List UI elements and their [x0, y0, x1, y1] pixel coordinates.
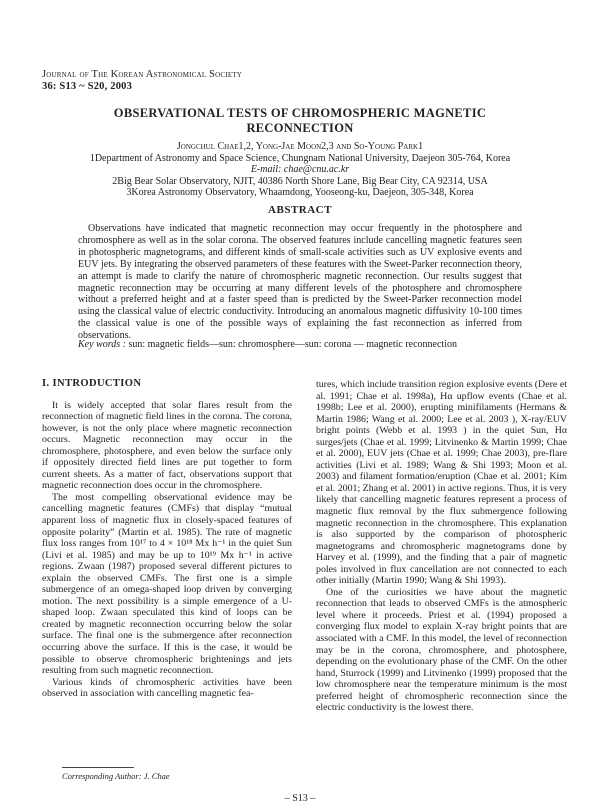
- journal-header: [42, 69, 242, 93]
- paragraph: Various kinds of chromospheric activities have been observed in association with cancelling magnetic fea-: [42, 676, 292, 700]
- journal-volume: 36: S13 ~ S20, 2003: [42, 81, 133, 92]
- page-number: – S13 –: [284, 793, 316, 804]
- journal-name: Journal of The Korean Astronomical Society: [42, 69, 243, 80]
- keywords-list: sun: magnetic fields—sun: chromosphere—sun: corona — magnetic reconnection: [128, 339, 457, 350]
- paragraph: tures, which include transition region explosive events (Dere et al. 1991; Chae et al. 1998a), Hα upflow events (Chae et al. 1998b; Lee et al. 2000), erupting minifilaments (Hermans & Martin 1986; Wang et al. 2000; Lee et al. 2003 ), X-ray/EUV bright points (Webb et al. 1993 ) in the quiet Sun, Hα surges/jets (Chae et al. 1999; Litvinenko & Martin 1999; Chae et al. 2000), EUV jets (Chae et al. 1999; Chae 2003), pre-flare activities (Livi et al. 1989; Wang & Shi 1993; Moon et al. 2003) and filament formation/eruption (Chae et al. 2001; Kim et al. 2001; Zhang et al. 2001) in active regions. Thus, it is very likely that cancelling magnetic features represent a process of magnetic flux removal by the flux submergence following magnetic reconnection in the chromosphere. This explanation is also supported by the comparison of photospheric magnetograms and chromospheric magnetograms done by Harvey et al. (1999), and the finding that a pair of magnetic poles involved in flux cancellation are not connected to each other initially (Martin 1990; Wang & Shi 1993).: [316, 379, 567, 587]
- author-email: E-mail: chae@cnu.ac.kr: [250, 164, 350, 175]
- footnote: Corresponding Author: J. Chae: [62, 771, 170, 781]
- left-column: [42, 378, 292, 700]
- affiliation-3: 3Korea Astronomy Observatory, Whaamdong, Yooseong-ku, Daejeon, 305-348, Korea: [126, 187, 474, 198]
- keywords: [78, 339, 522, 351]
- author-block: [40, 141, 560, 199]
- paragraph: One of the curiosities we have about the magnetic reconnection that leads to observed CMFs is the atmospheric level where it proceeds. Priest et al. (1994) proposed a converging flux model to explain X-ray bright points that are associated with a CMF. In this model, the level of reconnection may be in the corona, chromosphere, and photosphere, depending on the evolutionary phase of the CMF. On the other hand, Sturrock (1999) and Litvinenko (1999) proposed that the low chromosphere near the temperature minimum is the most preferred height of chromospheric reconnection since the electric conductivity is the lowest there.: [316, 586, 567, 714]
- footnote-rule: [62, 767, 134, 768]
- keywords-label: Key words :: [78, 339, 126, 350]
- abstract-heading: ABSTRACT: [268, 204, 332, 216]
- paragraph: It is widely accepted that solar flares result from the reconnection of magnetic field lines in the corona. The corona, however, is not the only place where magnetic reconnection occurs. Magnetic reconnection may occur in the chromosphere, photosphere, and even below the surface only if oppositely directed field lines are put together to form current sheets. As a matter of fact, observations support that magnetic reconnection does occur in the chromosphere.: [42, 399, 292, 492]
- affiliation-1: 1Department of Astronomy and Space Science, Chungnam National University, Daejeon 305-764, Korea: [89, 152, 511, 164]
- section-heading-introduction: I. INTRODUCTION: [42, 378, 142, 389]
- paper-title: [60, 106, 540, 136]
- title-line-1: OBSERVATIONAL TESTS OF CHROMOSPHERIC MAGNETIC: [113, 106, 487, 120]
- abstract-text: Observations have indicated that magnetic reconnection may occur frequently in the photosphere and chromosphere as well as in the solar corona. The observed features include cancelling magnetic features seen in photospheric magnetograms, and different kinds of small-scale activities such as UV explosive events and EUV jets. By integrating the observed parameters of these features with the Sweet-Parker reconnection theory, an attempt is made to clarify the nature of chromospheric magnetic reconnection. Our results suggest that magnetic reconnection may be occurring at many different levels of the photosphere and chromosphere without a preferred height and at a faster speed than is predicted by the Sweet-Parker reconnection model using the classical value of electric conductivity. Introducing an anomalous magnetic diffusivity 10-100 times the classical value is one of the possible ways of explaining the fast reconnection as inferred from observations.: [78, 223, 522, 342]
- paragraph: The most compelling observational evidence may be cancelling magnetic features (CMFs) that display “mutual apparent loss of magnetic flux in closely-spaced features of opposite polarity” (Martin et al. 1985). The rate of magnetic flux loss ranges from 10¹⁷ to 4 × 10¹⁸ Mx h⁻¹ in the quiet Sun (Livi et al. 1985) and may be up to 10¹⁹ Mx h⁻¹ in active regions. Zwaan (1987) proposed several different pictures to explain the observed CMFs. The first one is a simple submergence of an omega-shaped loop driven by converging motion. The next possibility is a simple emergence of a U-shaped loop. Zwaan speculated this kind of loops can be created by magnetic reconnection occurring below the solar surface. The final one is the submergence after reconnection occurring above the surface. If this is the case, it would be possible to observe chromospheric brightenings and jets resulting from such magnetic reconnection.: [42, 491, 292, 677]
- affiliation-2: 2Big Bear Solar Observatory, NJIT, 40386 North Shore Lane, Big Bear City, CA 92314, USA: [112, 175, 488, 187]
- title-line-2: RECONNECTION: [246, 121, 354, 135]
- author-names: Jongchul Chae1,2, Yong-Jae Moon2,3 and So-Young Park1: [176, 141, 424, 152]
- right-column: [316, 379, 567, 714]
